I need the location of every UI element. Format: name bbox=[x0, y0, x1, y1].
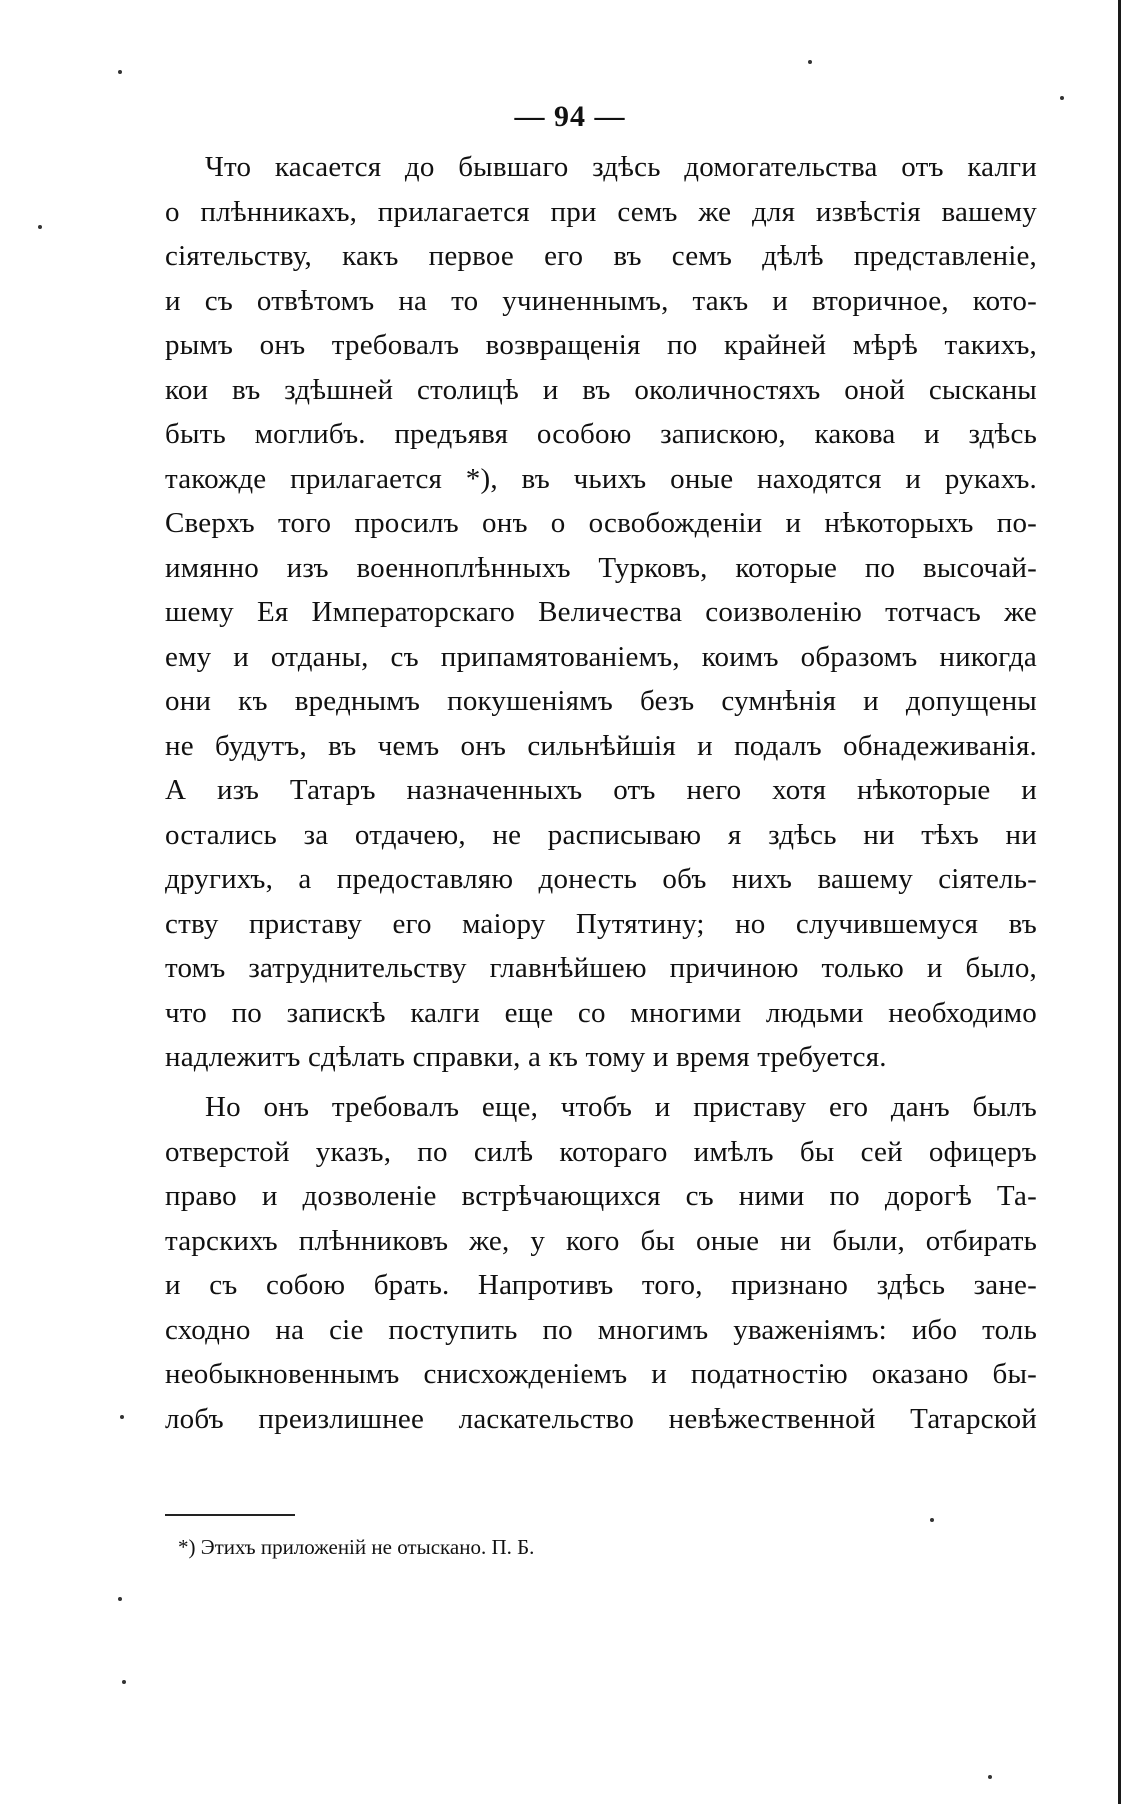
text-line: Но онъ требовалъ еще, чтобъ и приставу его данъ былъ bbox=[205, 1091, 1037, 1123]
text-line: и съ отвѣтомъ на то учиненнымъ, такъ и вторичное, кото- bbox=[165, 284, 1037, 317]
text-line: шему Ея Императорскаго Величества соизволенію тотчасъ же bbox=[165, 596, 1037, 628]
scan-speck bbox=[988, 1775, 992, 1779]
scan-speck bbox=[118, 1597, 122, 1601]
text-line: сіятельству, какъ первое его въ семъ дѣлѣ представленіе, bbox=[165, 240, 1037, 272]
scan-speck bbox=[808, 60, 812, 64]
scan-speck bbox=[118, 70, 122, 74]
text-line: лобъ преизлишнее ласкательство невѣжественной Татарской bbox=[165, 1402, 1037, 1435]
text-line: отверстой указъ, по силѣ котораго имѣлъ бы сей офицеръ bbox=[165, 1135, 1037, 1168]
page-number: — 94 — bbox=[514, 100, 626, 133]
text-line: что по запискѣ калги еще со многими людьми необходимо bbox=[165, 996, 1037, 1029]
scan-speck bbox=[122, 1680, 126, 1684]
text-line: А изъ Татаръ назначенныхъ отъ него хотя нѣкоторые и bbox=[165, 774, 1037, 806]
text-line: имянно изъ военноплѣнныхъ Турковъ, которые по высочай- bbox=[165, 551, 1037, 584]
scan-speck bbox=[930, 1518, 934, 1522]
text-line: остались за отдачею, не расписываю я здѣсь ни тѣхъ ни bbox=[165, 818, 1037, 851]
body-text-paragraph-2 bbox=[165, 1085, 1037, 1441]
text-line: тарскихъ плѣнниковъ же, у кого бы оные ни были, отбирать bbox=[165, 1224, 1037, 1257]
text-line: быть моглибъ. предъявя особою запискою, какова и здѣсь bbox=[165, 418, 1037, 450]
text-line: кои въ здѣшней столицѣ и въ околичностяхъ оной сысканы bbox=[165, 373, 1037, 406]
text-line: необыкновеннымъ снисхожденіемъ и податностію оказано бы- bbox=[165, 1358, 1037, 1390]
footnote-rule bbox=[165, 1514, 295, 1516]
text-line: ству приставу его маіору Путятину; но случившемуся въ bbox=[165, 907, 1037, 940]
scan-speck bbox=[120, 1415, 124, 1419]
text-line: сходно на сіе поступить по многимъ уваженіямъ: ибо толь bbox=[165, 1313, 1037, 1346]
text-line: ему и отданы, съ припамятованіемъ, коимъ образомъ никогда bbox=[165, 640, 1037, 673]
scan-speck bbox=[1060, 96, 1064, 100]
footnote: *) Этихъ приложеній не отыскано. П. Б. bbox=[178, 1535, 535, 1559]
text-line: Сверхъ того просилъ онъ о освобожденіи и нѣкоторыхъ по- bbox=[165, 507, 1037, 539]
text-line: такожде прилагается *), въ чьихъ оные находятся и рукахъ. bbox=[165, 462, 1037, 495]
text-line: и съ собою брать. Напротивъ того, признано здѣсь зане- bbox=[165, 1269, 1037, 1301]
text-line: надлежитъ сдѣлать справки, а къ тому и время требуется. bbox=[165, 1041, 887, 1073]
scan-speck bbox=[38, 225, 42, 229]
text-line: другихъ, а предоставляю донесть объ нихъ вашему сіятель- bbox=[165, 863, 1037, 895]
text-line: право и дозволеніе встрѣчающихся съ ними по дорогѣ Та- bbox=[165, 1180, 1037, 1212]
text-line: о плѣнникахъ, прилагается при семъ же для извѣстія вашему bbox=[165, 195, 1037, 228]
text-line: не будутъ, въ чемъ онъ сильнѣйшія и подалъ обнадеживанія. bbox=[165, 729, 1037, 762]
body-text bbox=[165, 145, 1037, 1080]
text-line: Что касается до бывшаго здѣсь домогательства отъ калги bbox=[205, 151, 1037, 183]
text-line: они къ вреднымъ покушеніямъ безъ сумнѣнія и допущены bbox=[165, 685, 1037, 717]
page-edge-rule bbox=[1118, 0, 1121, 1804]
text-line: рымъ онъ требовалъ возвращенія по крайней мѣрѣ такихъ, bbox=[165, 329, 1037, 361]
text-line: томъ затруднительству главнѣйшею причиною только и было, bbox=[165, 952, 1037, 984]
